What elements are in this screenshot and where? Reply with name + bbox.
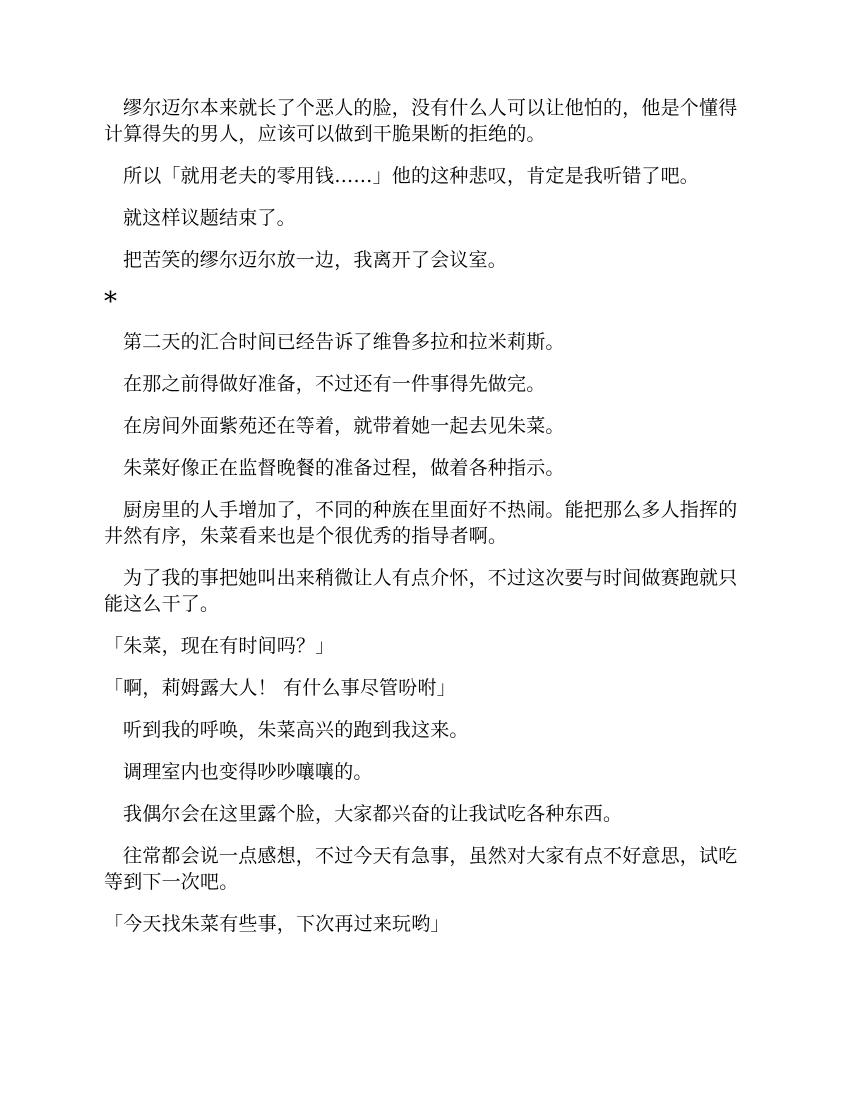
paragraph-13: 我偶尔会在这里露个脸，大家都兴奋的让我试吃各种东西。 (123, 803, 623, 825)
paragraph-9: 厨房里的人手增加了，不同的种族在里面好不热闹。能把那么多人指挥的井然有序，朱菜看来也是个很优秀的指导者啊。 (104, 499, 738, 547)
paragraph-3: 就这样议题结束了。 (123, 207, 296, 229)
paragraph-14: 往常都会说一点感想，不过今天有急事，虽然对大家有点不好意思，试吃等到下一次吧。 (104, 845, 738, 893)
paragraph-1: 缪尔迈尔本来就长了个恶人的脸，没有什么人可以让他怕的，他是个懂得计算得失的男人，应该可以做到干脆果断的拒绝的。 (104, 97, 738, 145)
paragraph-7: 在房间外面紫苑还在等着，就带着她一起去见朱菜。 (123, 415, 565, 437)
paragraph-12: 调理室内也变得吵吵嚷嚷的。 (123, 761, 373, 783)
document-page (104, 95, 749, 953)
paragraph-8: 朱菜好像正在监督晚餐的准备过程，做着各种指示。 (123, 457, 565, 479)
dialogue-3: 「今天找朱菜有些事，下次再过来玩哟」 (104, 913, 450, 935)
dialogue-1: 「朱菜，现在有时间吗？」 (104, 635, 335, 657)
dialogue-2: 「啊，莉姆露大人！ 有什么事尽管吩咐」 (104, 677, 456, 699)
section-divider: * (104, 287, 117, 317)
paragraph-10: 为了我的事把她叫出来稍微让人有点介怀，不过这次要与时间做赛跑就只能这么干了。 (104, 567, 738, 615)
paragraph-6: 在那之前得做好准备，不过还有一件事得先做完。 (123, 373, 546, 395)
paragraph-2: 所以「就用老夫的零用钱……」他的这种悲叹，肯定是我听错了吧。 (123, 165, 700, 187)
paragraph-5: 第二天的汇合时间已经告诉了维鲁多拉和拉米莉斯。 (123, 331, 565, 353)
paragraph-11: 听到我的呼唤，朱菜高兴的跑到我这来。 (123, 719, 469, 741)
paragraph-4: 把苦笑的缪尔迈尔放一边，我离开了会议室。 (123, 249, 508, 271)
